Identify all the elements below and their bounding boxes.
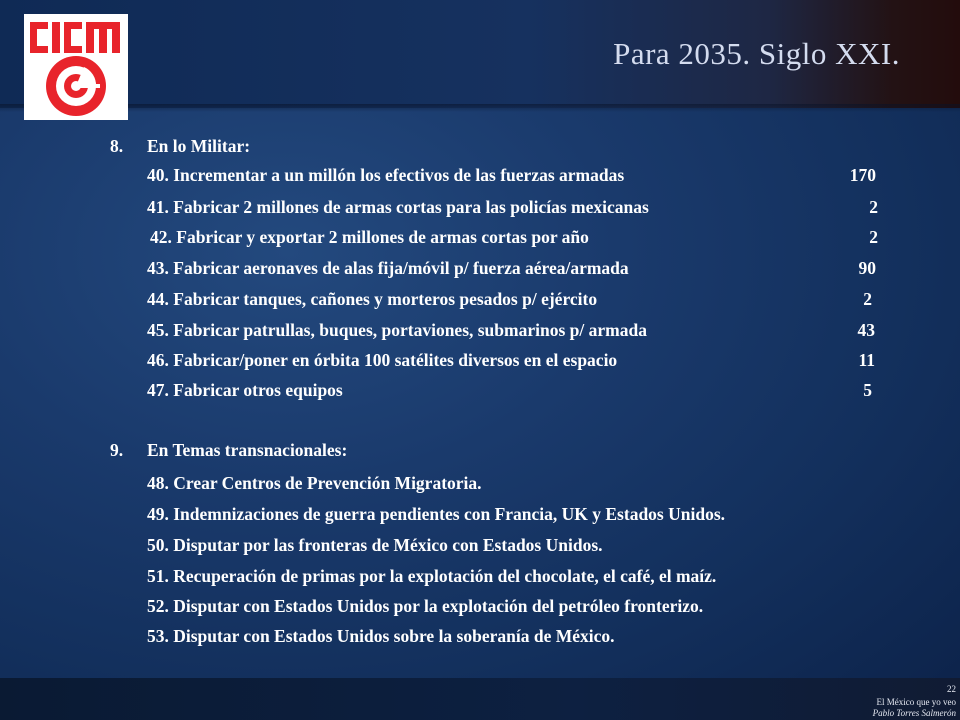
list-item: 52. Disputar con Estados Unidos por la explotación del petróleo fronterizo. — [147, 596, 704, 616]
section-8-heading: En lo Militar: — [147, 136, 251, 156]
list-item: 47. Fabricar otros equipos — [147, 380, 343, 400]
section-9-heading: En Temas transnacionales: — [147, 440, 348, 460]
section-8-number: 8. — [110, 136, 124, 156]
list-item: 49. Indemnizaciones de guerra pendientes con Francia, UK y Estados Unidos. — [147, 504, 726, 524]
list-item: 53. Disputar con Estados Unidos sobre la soberanía de México. — [147, 626, 615, 646]
item-value: 43 — [857, 320, 875, 340]
list-item: 40. Incrementar a un millón los efectivos de las fuerzas armadas — [147, 165, 625, 185]
item-value: 2 — [869, 227, 878, 247]
item-value: 11 — [858, 350, 875, 370]
footer-line-2: Pablo Torres Salmerón — [872, 708, 956, 718]
footer-band — [0, 678, 960, 720]
list-item: 45. Fabricar patrullas, buques, portaviones, submarinos p/ armada — [147, 320, 647, 340]
list-item: 51. Recuperación de primas por la explotación del chocolate, el café, el maíz. — [147, 566, 717, 586]
item-value: 5 — [863, 380, 872, 400]
slide-title: Para 2035. Siglo XXI. — [613, 36, 900, 71]
list-item: 46. Fabricar/poner en órbita 100 satélites diversos en el espacio — [147, 350, 618, 370]
list-item: 48. Crear Centros de Prevención Migratoria. — [147, 473, 482, 493]
list-item: 42. Fabricar y exportar 2 millones de armas cortas por año — [150, 227, 589, 247]
list-item: 50. Disputar por las fronteras de México con Estados Unidos. — [147, 535, 603, 555]
list-item: 43. Fabricar aeronaves de alas fija/móvil p/ fuerza aérea/armada — [147, 258, 629, 278]
list-item: 41. Fabricar 2 millones de armas cortas para las policías mexicanas — [147, 197, 649, 217]
item-value: 90 — [858, 258, 876, 278]
item-value: 2 — [869, 197, 878, 217]
item-value: 2 — [863, 289, 872, 309]
page-number: 22 — [947, 684, 956, 694]
section-9-number: 9. — [110, 440, 124, 460]
footer-line-1: El México que yo veo — [876, 697, 956, 707]
item-value: 170 — [849, 165, 876, 185]
list-item: 44. Fabricar tanques, cañones y morteros pesados p/ ejército — [147, 289, 598, 309]
